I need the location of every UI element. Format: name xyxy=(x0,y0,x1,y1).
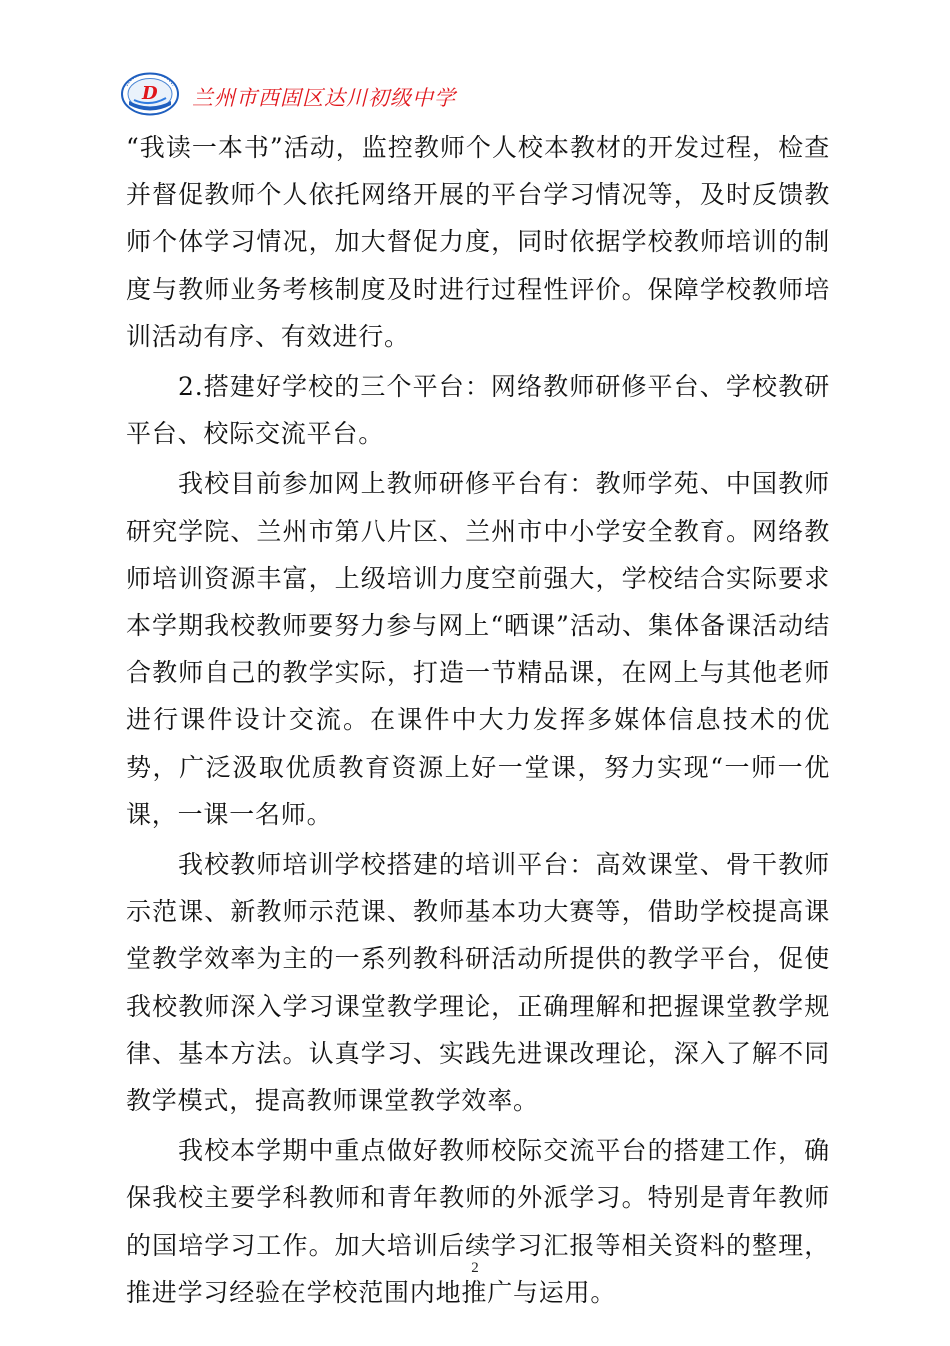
paragraph-school-platforms: 我校教师培训学校搭建的培训平台：高效课堂、骨干教师示范课、新教师示范课、教师基本功大赛等，借助学校提高课堂教学效率为主的一系列教科研活动所提供的教学平台，促使我校教师深入学习课堂教学理论，正确理解和把握课堂教学规律、基本方法。认真学习、实践先进课改理论，深入了解不同教学模式，提高教师课堂教学效率。 xyxy=(126,850,830,1116)
paragraph-continued: “我读一本书”活动，监控教师个人校本教材的开发过程，检查并督促教师个人依托网络开展的平台学习情况等，及时反馈教师个体学习情况，加大督促力度，同时依据学校教师培训的制度与教师业务考核制度及时进行过程性评价。保障学校教师培训活动有序、有效进行。 xyxy=(126,133,830,351)
paragraph-section-heading: 2.搭建好学校的三个平台：网络教师研修平台、学校教研平台、校际交流平台。 xyxy=(126,372,830,449)
school-name: 兰州市西固区达川初级中学 xyxy=(192,86,456,110)
page-header xyxy=(120,72,840,118)
page-number: 2 xyxy=(471,1260,479,1276)
document-body xyxy=(126,124,830,1316)
paragraph-exchange-platform: 我校本学期中重点做好教师校际交流平台的搭建工作，确保我校主要学科教师和青年教师的外派学习。特别是青年教师的国培学习工作。加大培训后续学习汇报等相关资料的整理，推进学习经验在学校范围内地推广与运用。 xyxy=(126,1136,830,1307)
school-logo-icon xyxy=(120,72,180,116)
paragraph-online-platforms: 我校目前参加网上教师研修平台有：教师学苑、中国教师研究学院、兰州市第八片区、兰州市中小学安全教育。网络教师培训资源丰富，上级培训力度空前强大，学校结合实际要求本学期我校教师要努力参与网上“晒课”活动、集体备课活动结合教师自己的教学实际，打造一节精品课，在网上与其他老师进行课件设计交流。在课件中大力发挥多媒体信息技术的优势，广泛汲取优质教育资源上好一堂课，努力实现“一师一优课，一课一名师。 xyxy=(126,469,830,829)
svg-text:D: D xyxy=(142,83,158,104)
